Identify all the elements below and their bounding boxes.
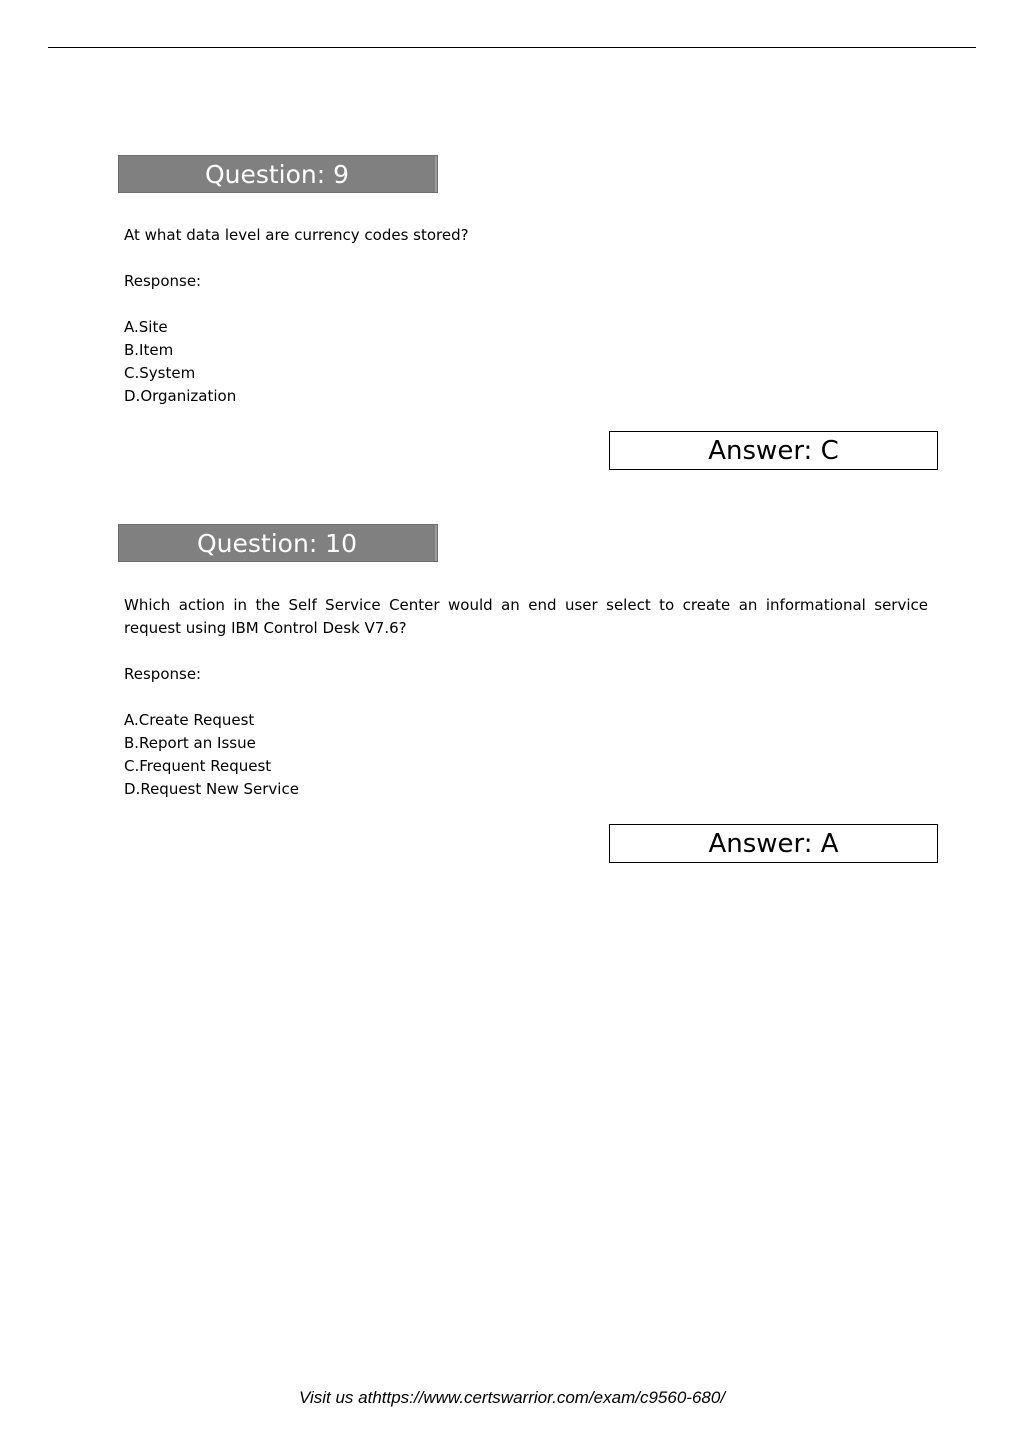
footer-link[interactable]: Visit us athttps://www.certswarrior.com/exam/c9560-680/ — [298, 1388, 726, 1407]
question-10-response-label: Response: — [124, 665, 202, 683]
question-9-option-b: B.Item — [124, 341, 174, 359]
question-9-response-label: Response: — [124, 272, 202, 290]
question-10-text: Which action in the Self Service Center would an end user select to create an informational service request using IBM Control Desk V7.6? — [124, 596, 928, 637]
question-10-option-a: A.Create Request — [124, 711, 255, 729]
question-10-header — [118, 524, 438, 562]
question-10-option-c: C.Frequent Request — [124, 757, 272, 775]
question-10-option-d: D.Request New Service — [124, 780, 299, 798]
question-9-option-c: C.System — [124, 364, 196, 382]
question-10-option-b: B.Report an Issue — [124, 734, 256, 752]
question-9-option-d: D.Organization — [124, 387, 237, 405]
header-rule — [48, 47, 976, 48]
question-9-text: At what data level are currency codes stored? — [124, 226, 469, 244]
question-10-title: Question: 10 — [119, 525, 437, 561]
question-9-answer: Answer: C — [609, 431, 938, 470]
question-9-option-a: A.Site — [124, 318, 168, 336]
question-9-header — [118, 155, 438, 193]
question-9-title: Question: 9 — [119, 156, 437, 192]
question-10-answer: Answer: A — [609, 824, 938, 863]
